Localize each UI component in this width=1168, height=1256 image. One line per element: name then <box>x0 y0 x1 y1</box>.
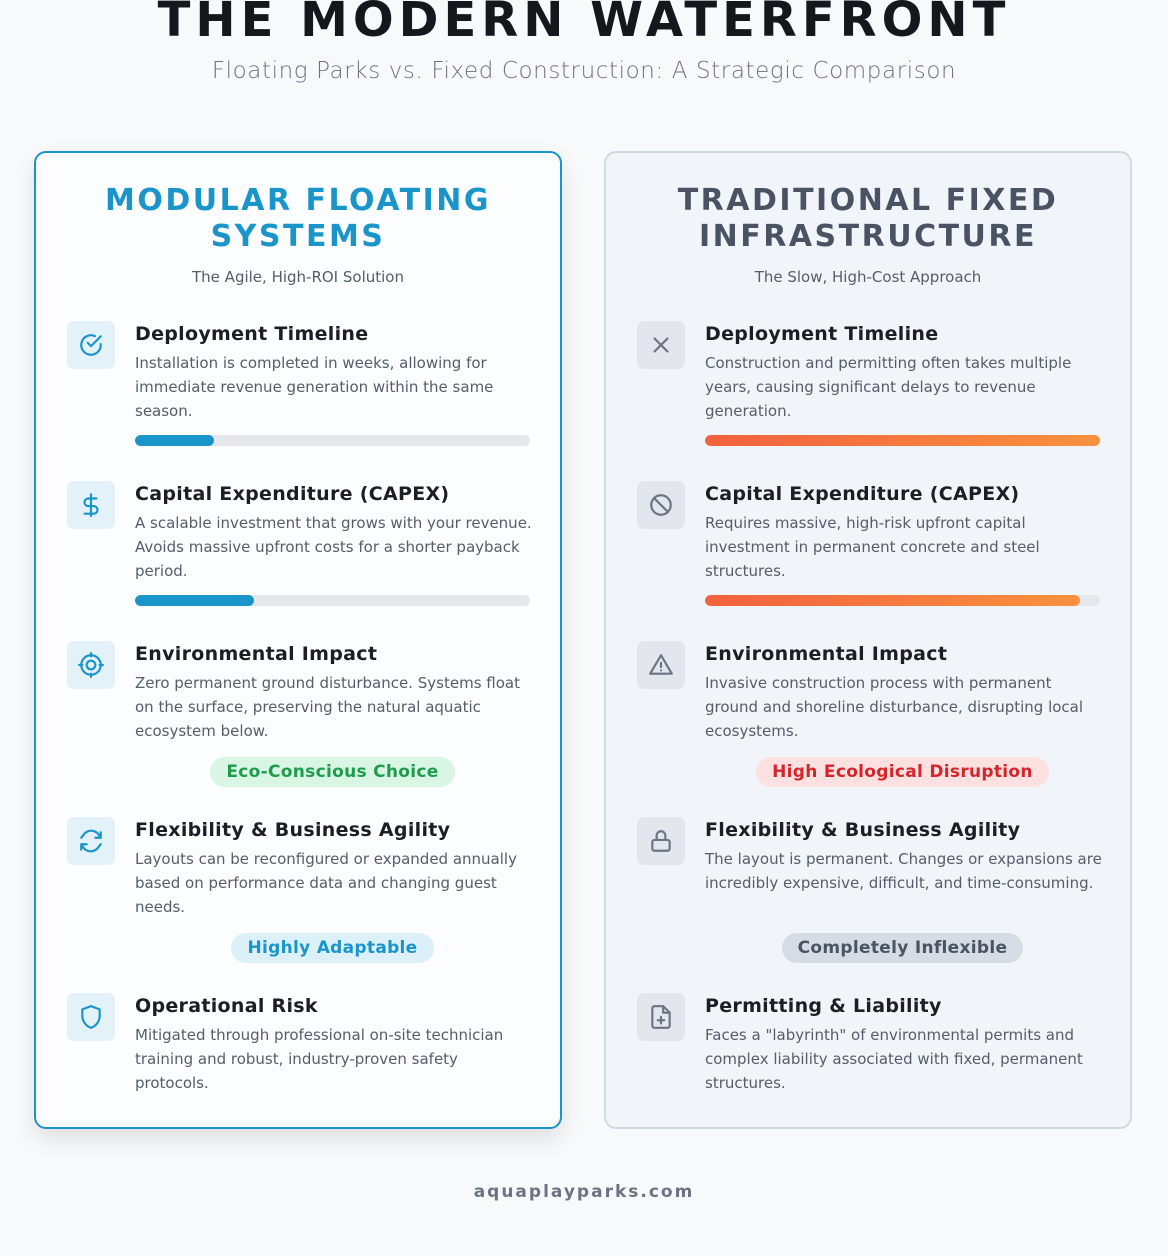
item-title: Operational Risk <box>135 995 318 1017</box>
capex-bar <box>705 595 1100 606</box>
item-description: Mitigated through professional on-site technician training and robust, industry-proven safety protocols. <box>135 1026 504 1092</box>
target-icon <box>67 641 115 689</box>
prohibited-icon <box>637 481 685 529</box>
check-circle-icon <box>67 321 115 369</box>
item-description: The layout is permanent. Changes or expansions are incredibly expensive, difficult, and time-consuming. <box>705 850 1102 892</box>
item-description: A scalable investment that grows with your revenue. Avoids massive upfront costs for a shorter payback period. <box>135 514 532 580</box>
shield-icon <box>67 993 115 1041</box>
capex-bar <box>135 595 530 606</box>
capex-bar-fill <box>705 595 1080 606</box>
page-subtitle: Floating Parks vs. Fixed Construction: A Strategic Comparison <box>211 58 957 84</box>
lock-icon <box>637 817 685 865</box>
item-title: Flexibility & Business Agility <box>135 819 451 841</box>
card-title: MODULAR FLOATING SYSTEMS <box>105 183 491 254</box>
refresh-icon <box>67 817 115 865</box>
item-title: Environmental Impact <box>705 643 948 665</box>
close-icon <box>637 321 685 369</box>
card-tagline: The Slow, High-Cost Approach <box>754 268 982 286</box>
status-badge: Highly Adaptable <box>231 933 433 963</box>
item-description: Faces a "labyrinth" of environmental permits and complex liability associated with fixed, permanent structures. <box>705 1026 1083 1092</box>
badge-wrap <box>705 757 1100 787</box>
card-tagline: The Agile, High-ROI Solution <box>192 268 404 286</box>
dollar-icon <box>67 481 115 529</box>
capex-bar-fill <box>135 595 254 606</box>
timeline-bar-fill <box>705 435 1100 446</box>
item-description: Installation is completed in weeks, allowing for immediate revenue generation within the same season. <box>135 354 494 420</box>
timeline-bar <box>705 435 1100 446</box>
footer-website: aquaplayparks.com <box>473 1182 695 1202</box>
status-badge: Completely Inflexible <box>782 933 1024 963</box>
badge-wrap <box>135 933 530 963</box>
badge-wrap <box>705 933 1100 963</box>
item-title: Permitting & Liability <box>705 995 942 1017</box>
fixed-infrastructure-card <box>604 151 1132 1129</box>
item-description: Layouts can be reconfigured or expanded annually based on performance data and changing guest needs. <box>135 850 517 916</box>
item-title: Environmental Impact <box>135 643 378 665</box>
item-description: Invasive construction process with permanent ground and shoreline disturbance, disrupting local ecosystems. <box>705 674 1084 740</box>
item-description: Construction and permitting often takes multiple years, causing significant delays to revenue generation. <box>705 354 1072 420</box>
document-plus-icon <box>637 993 685 1041</box>
item-title: Capital Expenditure (CAPEX) <box>705 483 1020 505</box>
status-badge: Eco-Conscious Choice <box>210 757 454 787</box>
item-title: Flexibility & Business Agility <box>705 819 1021 841</box>
warning-icon <box>637 641 685 689</box>
page-title: THE MODERN WATERFRONT <box>157 0 1011 48</box>
item-description: Zero permanent ground disturbance. Systems float on the surface, preserving the natural aquatic ecosystem below. <box>135 674 520 740</box>
item-description: Requires massive, high-risk upfront capital investment in permanent concrete and steel structures. <box>705 514 1040 580</box>
item-title: Capital Expenditure (CAPEX) <box>135 483 450 505</box>
status-badge: High Ecological Disruption <box>756 757 1049 787</box>
timeline-bar-fill <box>135 435 214 446</box>
badge-wrap <box>135 757 530 787</box>
item-title: Deployment Timeline <box>705 323 939 345</box>
card-title: TRADITIONAL FIXED INFRASTRUCTURE <box>677 183 1059 254</box>
item-title: Deployment Timeline <box>135 323 369 345</box>
timeline-bar <box>135 435 530 446</box>
floating-systems-card <box>34 151 562 1129</box>
